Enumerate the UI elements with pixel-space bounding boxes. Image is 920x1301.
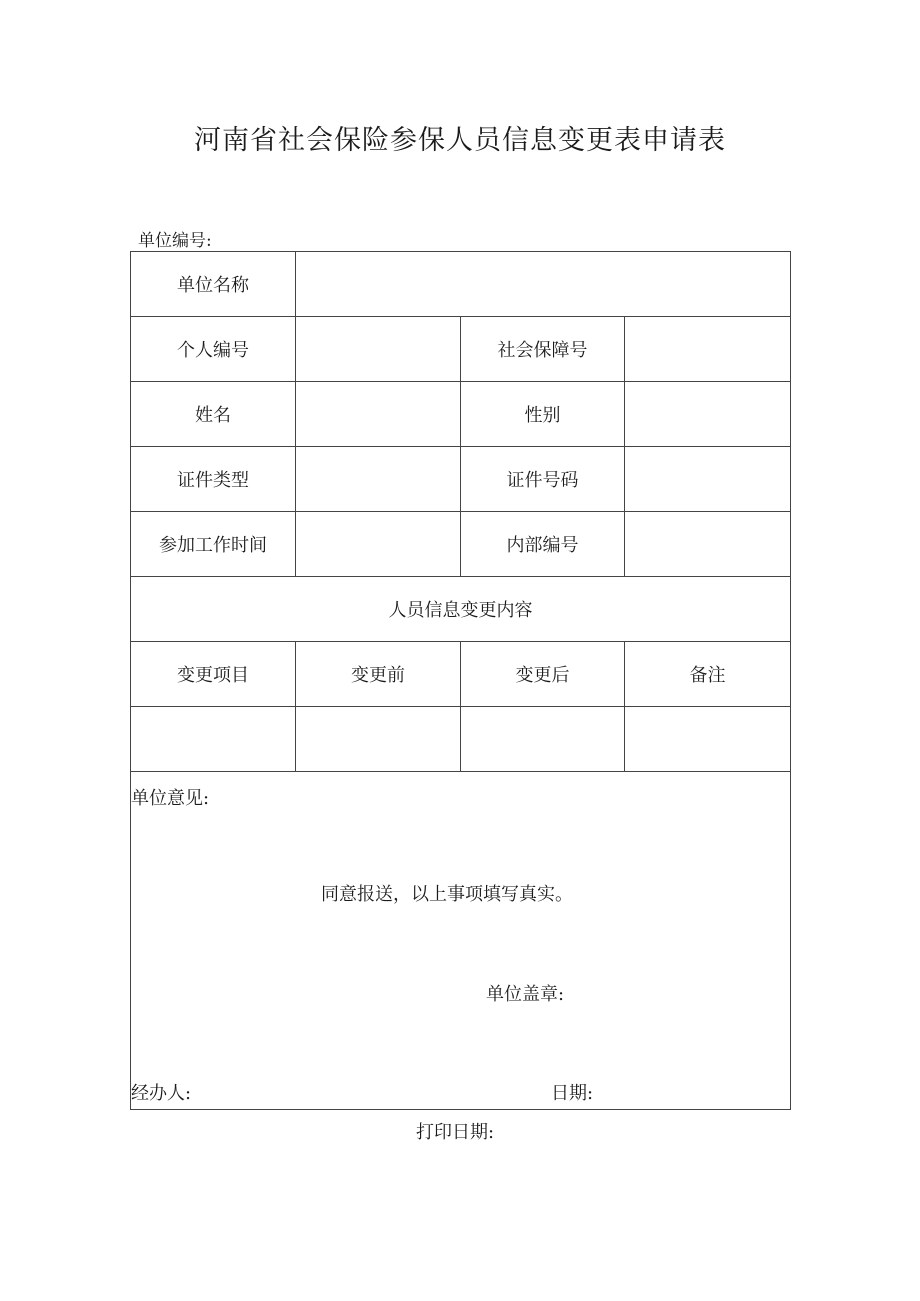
personal-id-field[interactable] [296, 317, 461, 382]
before-field[interactable] [296, 707, 461, 772]
id-type-field[interactable] [296, 447, 461, 512]
internal-id-field[interactable] [625, 512, 791, 577]
row-id-type [131, 447, 791, 512]
column-header-after: 变更后 [461, 642, 625, 707]
row-change-entry [131, 707, 791, 772]
column-header-before: 变更前 [296, 642, 461, 707]
unit-code-label: 单位编号: [138, 231, 212, 251]
row-personal-id [131, 317, 791, 382]
change-item-field[interactable] [131, 707, 296, 772]
row-work-start [131, 512, 791, 577]
row-change-heading [131, 577, 791, 642]
column-header-remarks: 备注 [625, 642, 791, 707]
unit-opinion-heading: 单位意见: [131, 788, 210, 809]
name-label: 姓名 [131, 382, 296, 447]
unit-opinion-cell[interactable] [131, 772, 791, 1110]
id-type-label: 证件类型 [131, 447, 296, 512]
unit-name-field[interactable] [296, 252, 791, 317]
name-field[interactable] [296, 382, 461, 447]
work-start-date-field[interactable] [296, 512, 461, 577]
id-number-label: 证件号码 [461, 447, 625, 512]
row-unit-opinion [131, 772, 791, 1110]
internal-id-label: 内部编号 [461, 512, 625, 577]
unit-name-label: 单位名称 [131, 252, 296, 317]
change-form-table [130, 251, 791, 1110]
work-start-date-label: 参加工作时间 [131, 512, 296, 577]
print-date-label: 打印日期: [416, 1122, 495, 1143]
column-header-change-item: 变更项目 [131, 642, 296, 707]
page-title: 河南省社会保险参保人员信息变更表申请表 [194, 125, 726, 156]
remarks-field[interactable] [625, 707, 791, 772]
gender-label: 性别 [461, 382, 625, 447]
row-change-columns [131, 642, 791, 707]
row-unit-name [131, 252, 791, 317]
gender-field[interactable] [625, 382, 791, 447]
id-number-field[interactable] [625, 447, 791, 512]
row-name [131, 382, 791, 447]
after-field[interactable] [461, 707, 625, 772]
change-section-heading: 人员信息变更内容 [131, 577, 791, 642]
unit-seal-label: 单位盖章: [486, 984, 565, 1005]
handler-label: 经办人: [131, 1083, 192, 1104]
social-security-no-label: 社会保障号 [461, 317, 625, 382]
social-security-no-field[interactable] [625, 317, 791, 382]
personal-id-label: 个人编号 [131, 317, 296, 382]
unit-opinion-statement: 同意报送，以上事项填写真实。 [321, 884, 573, 905]
opinion-date-label: 日期: [551, 1083, 594, 1104]
